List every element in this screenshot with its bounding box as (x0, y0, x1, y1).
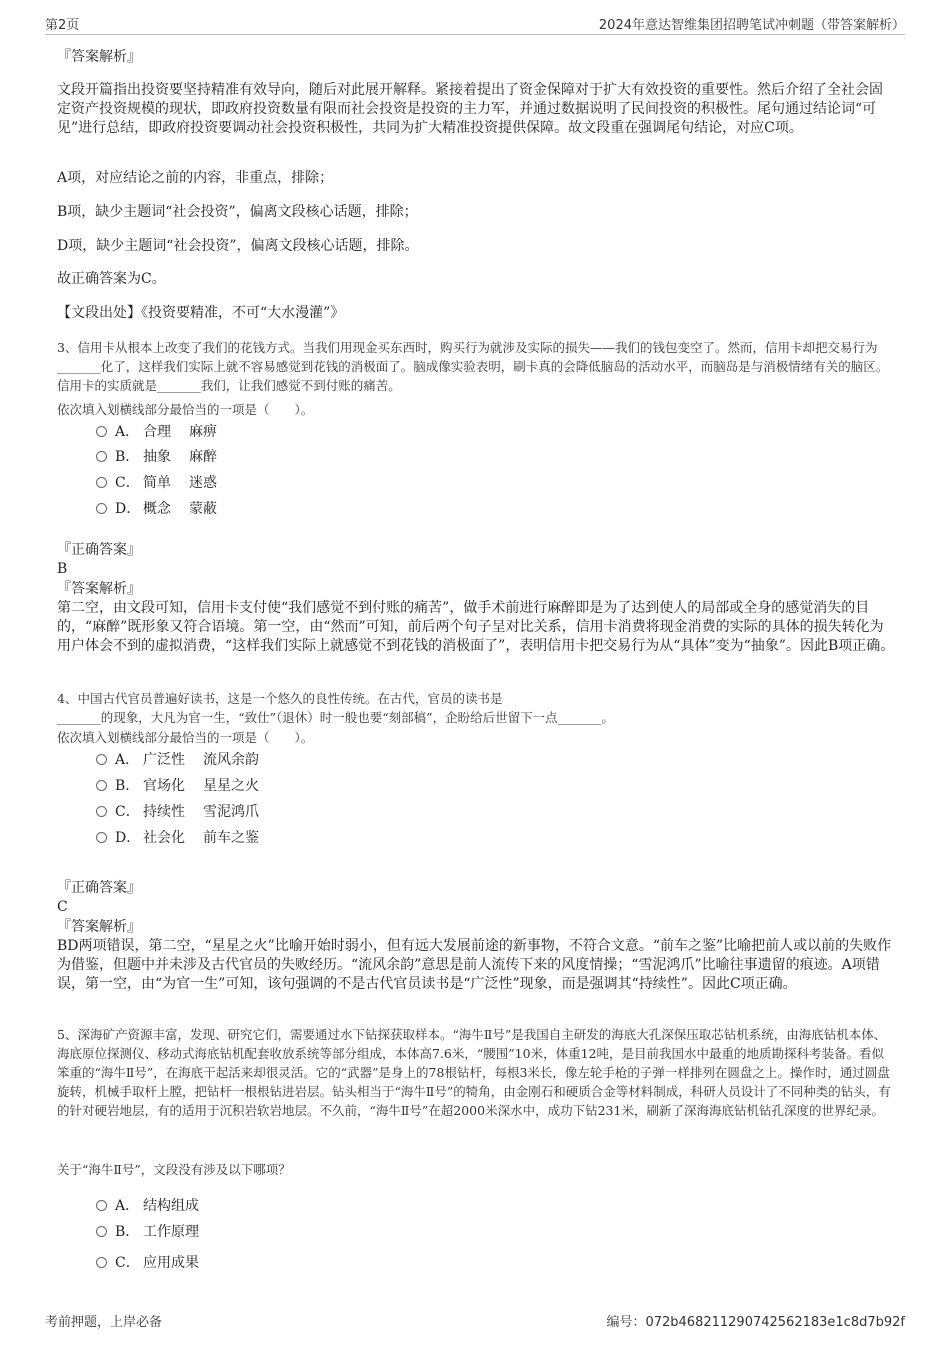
q3-analysis-label: 『答案解析』 (57, 581, 141, 597)
q3-answer: B (57, 561, 68, 577)
q3-analysis-text: 第二空，由文段可知，信用卡支付使“我们感觉不到付账的痛苦”，做手术前进行麻醉即是为了达到使人的局部或全身的感觉消失的目的，“麻醉”既形象又符合语境。第一空，由“然而”可知，前后两个句子呈对比关系，信用卡消费将现金消费的实际的具体的损失转化为用户体会不到的虚拟消费，“这样我们实际上就感觉不到花钱的消极面了”，表明信用卡把交易行为从“具体”变为“抽象”。因此B项正确。 (57, 600, 895, 654)
footer-serial: 编号：072b46821129074256​2183e1c8d7b92f (606, 1315, 905, 1330)
q4-analysis-text: BD两项错误，第二空，“星星之火”比喻开始时弱小，但有远大发展前途的新事物，不符合文意。“前车之鉴”比喻把前人或以前的失败作为借鉴，但题中并未涉及古代官员的失败经历。“流风余韵”意思是前人流传下来的风度情操；“雪泥鸿爪”比喻往事遗留的痕迹。A项错误，第一空，由“为官一生”可知，该句强调的不是古代官员读书是“广泛性”现象，而是强调其“持续性”。因此C项正确。 (57, 938, 892, 992)
q2-d-note: D项，缺少主题词“社会投资”，偏离文段核心话题，排除。 (57, 238, 419, 254)
q2-b-note: B项，缺少主题词“社会投资”，偏离文段核心话题，排除； (57, 204, 418, 220)
q4-option-a[interactable]: A． 广泛性 流风余韵 (96, 750, 259, 770)
radio-button[interactable] (96, 477, 107, 488)
radio-button[interactable] (96, 426, 107, 437)
q4-stem-line1: 4、中国古代官员普遍好读书，这是一个悠久的良性传统。在古代，官员的读书是 (57, 691, 503, 706)
q4-answer-label: 『正确答案』 (57, 880, 141, 896)
q3-answer-label: 『正确答案』 (57, 542, 141, 558)
page-number: 第2页 (45, 18, 80, 33)
q3-prompt: 依次填入划横线部分最恰当的一项是（ ）。 (57, 402, 314, 417)
q3-option-d[interactable]: D． 概念 蒙蔽 (96, 499, 217, 519)
radio-button[interactable] (96, 806, 107, 817)
radio-button[interactable] (96, 1200, 107, 1211)
q5-prompt: 关于“海牛Ⅱ号”，文段没有涉及以下哪项？ (57, 1162, 291, 1177)
q3-option-a[interactable]: A． 合理 麻痹 (96, 422, 217, 442)
radio-button[interactable] (96, 503, 107, 514)
document-title: 2024年意达智维集团招聘笔试冲刺题（带答案解析） (598, 18, 905, 33)
radio-button[interactable] (96, 1226, 107, 1237)
q4-answer: C (57, 899, 68, 915)
footer-slogan: 考前押题，上岸必备 (45, 1315, 163, 1330)
q5-stem: 5、深海矿产资源丰富，发现、研究它们，需要通过水下钻探获取样本。“海牛Ⅱ号”是我国自主研发的海底大孔深保压取芯钻机系统，由海底钻机本体、海底原位探测仪、移动式海底钻机配套收放系统等部分组成，本体高7.6米，“腰围”10米，体重12吨，是目前我国水中最重的地质勘探科考装备。看似笨重的“海牛Ⅱ号”，在海底干起活来却很灵活。它的“武器”是身上的78根钻杆，每根3米长，像左轮手枪的子弹一样排列在圆盘之上。操作时，通过圆盘旋转，机械手取杆上膛，把钻杆一根根钻进岩层。钻头相当于“海牛Ⅱ号”的犄角，由金刚石和硬质合金等材料制成，科研人员设计了不同种类的钻头，有的针对硬岩地层，有的适用于沉积岩软岩地层。不久前，“海牛Ⅱ号”在超2000米深水中，成功下钻231米，刷新了深海海底钻机钻孔深度的世界纪录。 (57, 1027, 891, 1118)
q2-analysis-text: 文段开篇指出投资要坚持精准有效导向，随后对此展开解释。紧接着提出了资金保障对于扩大有效投资的重要性。然后介绍了全社会固定资产投资规模的现状，即政府投资数量有限而社会投资是投资的主力军，并通过数据说明了民间投资的积极性。尾句通过结论词“可见”进行总结，即政府投资要调动社会投资积极性，共同为扩大精准投资提供保障。故文段重在强调尾句结论，对应C项。 (57, 82, 883, 136)
q4-analysis-label: 『答案解析』 (57, 919, 141, 935)
q3-stem: 3、信用卡从根本上改变了我们的花钱方式。当我们用现金买东西时，购买行为就涉及实际的损失——我们的钱包变空了。然而，信用卡却把交易行为_______化了，这样我们实际上就不容易感觉到花钱的消极面了。脑成像实验表明，刷卡真的会降低脑岛的活动水平，而脑岛是与消极情绪有关的脑区。信用卡的实质就是_______我们，让我们感觉不到付账的痛苦。 (57, 340, 889, 393)
q4-stem-line2: _______的现象，大凡为官一生，“致仕”（退休）时一般也要“刻部稿”，企盼给后世留下一点_______。 (57, 710, 614, 725)
radio-button[interactable] (96, 832, 107, 843)
q3-option-c[interactable]: C． 简单 迷惑 (96, 473, 217, 493)
radio-button[interactable] (96, 451, 107, 462)
q5-option-b[interactable]: B． 工作原理 (96, 1222, 199, 1242)
q3-option-b[interactable]: B． 抽象 麻醉 (96, 447, 217, 467)
q5-option-a[interactable]: A． 结构组成 (96, 1196, 199, 1216)
q2-analysis-label: 『答案解析』 (57, 49, 141, 65)
q2-source: 【文段出处】《投资要精准，不可“大水漫灌”》 (57, 305, 345, 321)
radio-button[interactable] (96, 780, 107, 791)
q2-a-note: A项，对应结论之前的内容，非重点，排除； (57, 170, 334, 186)
q4-option-d[interactable]: D． 社会化 前车之鉴 (96, 828, 259, 848)
q5-option-c[interactable]: C． 应用成果 (96, 1253, 199, 1273)
radio-button[interactable] (96, 1257, 107, 1268)
page-header (45, 12, 905, 35)
q4-prompt: 依次填入划横线部分最恰当的一项是（ ）。 (57, 730, 314, 745)
q2-conclusion: 故正确答案为C。 (57, 271, 166, 287)
radio-button[interactable] (96, 754, 107, 765)
q4-option-b[interactable]: B． 官场化 星星之火 (96, 776, 259, 796)
page-footer (45, 1311, 905, 1330)
q4-option-c[interactable]: C． 持续性 雪泥鸿爪 (96, 802, 259, 822)
